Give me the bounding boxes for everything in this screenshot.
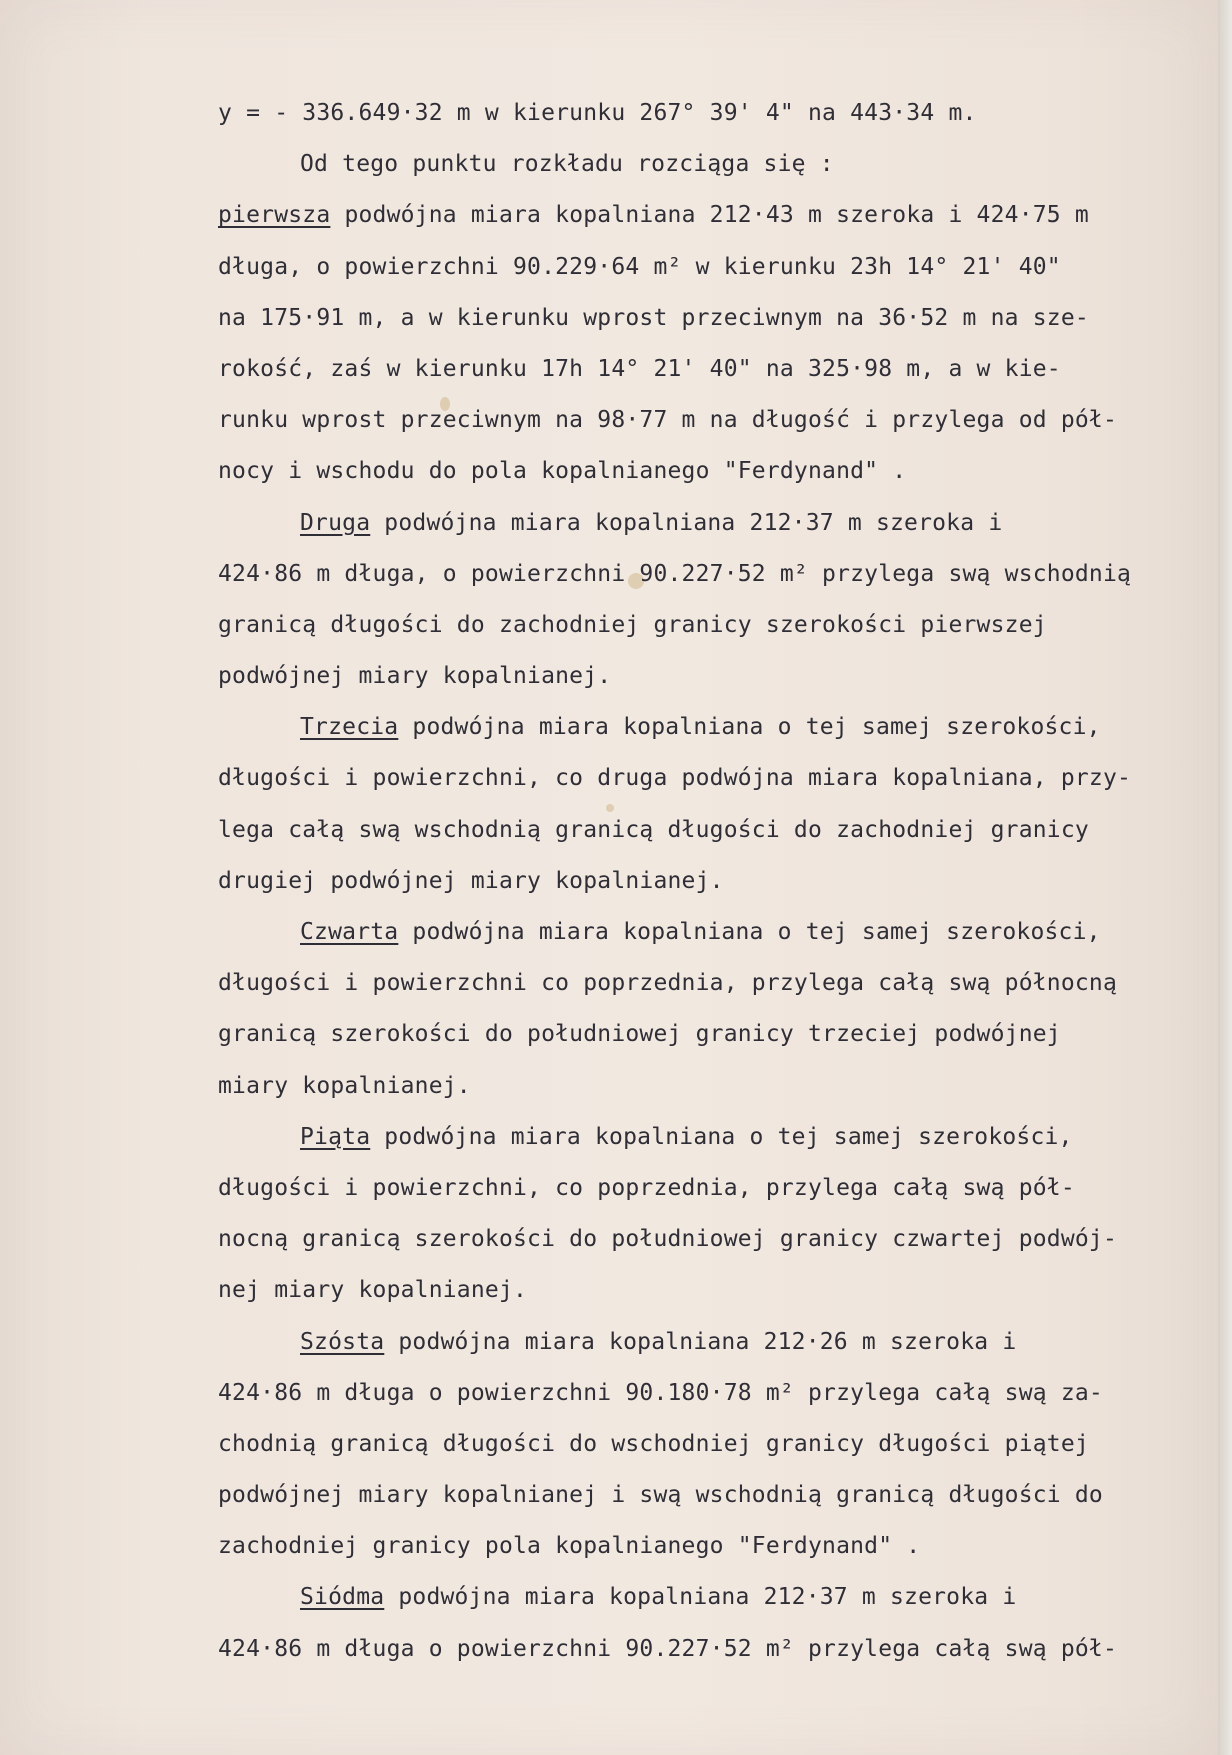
text-line-content: chodnią granicą długości do wschodniej granicy długości piątej <box>218 1430 1089 1457</box>
page-edge <box>1218 0 1232 1755</box>
text-line-content: podwójna miara kopalniana o tej samej szerokości, <box>398 714 1101 741</box>
text-line-content: długości i powierzchni, co druga podwójna miara kopalniana, przy- <box>218 765 1132 792</box>
section-heading: Siódma <box>300 1584 385 1611</box>
text-line-content: drugiej podwójnej miary kopalnianej. <box>218 867 724 894</box>
section-heading: pierwsza <box>218 202 331 229</box>
text-line-content: Od tego punktu rozkładu rozciąga się : <box>300 151 834 178</box>
section-start-line <box>218 1572 1198 1623</box>
text-line-content: podwójna miara kopalniana 212·26 m szeroka i <box>384 1328 1017 1355</box>
text-line-content: runku wprost przeciwnym na 98·77 m na długość i przylega od pół- <box>218 407 1118 434</box>
text-line <box>218 1214 1198 1265</box>
text-line <box>218 1470 1198 1521</box>
text-line <box>218 1265 1198 1316</box>
text-line <box>218 88 1198 139</box>
text-line-content: podwójna miara kopalniana 212·43 m szeroka i 424·75 m <box>330 202 1089 229</box>
document-body <box>218 88 1198 1675</box>
text-line-content: podwójna miara kopalniana 212·37 m szeroka i <box>384 1584 1017 1611</box>
text-line <box>218 1624 1198 1675</box>
text-line-content: na 175·91 m, a w kierunku wprost przeciwnym na 36·52 m na sze- <box>218 304 1089 331</box>
text-line-content: miary kopalnianej. <box>218 1072 471 1099</box>
text-line-content: y = - 336.649·32 m w kierunku 267° 39' 4" na 443·34 m. <box>218 100 977 126</box>
text-line-content: granicą długości do zachodniej granicy szerokości pierwszej <box>218 611 1047 638</box>
text-line <box>218 1521 1198 1572</box>
text-line-content: zachodniej granicy pola kopalnianego "Ferdynand" . <box>218 1533 921 1560</box>
text-line <box>218 1061 1198 1112</box>
text-line <box>218 856 1198 907</box>
text-line-content: podwójna miara kopalniana 212·37 m szeroka i <box>370 509 1003 536</box>
text-line <box>218 805 1198 856</box>
text-line-content: długa, o powierzchni 90.229·64 m² w kierunku 23h 14° 21' 40" <box>218 253 1061 280</box>
text-line-content: nej miary kopalnianej. <box>218 1277 528 1304</box>
text-line <box>218 958 1198 1009</box>
text-line-content: podwójnej miary kopalnianej. <box>218 663 612 690</box>
text-line-content: podwójna miara kopalniana o tej samej szerokości, <box>370 1123 1073 1150</box>
section-start-line <box>218 1317 1198 1368</box>
text-line-content: 424·86 m długa o powierzchni 90.227·52 m² przylega całą swą pół- <box>218 1635 1118 1662</box>
section-heading: Piąta <box>300 1123 371 1150</box>
section-start-line <box>218 1112 1198 1163</box>
section-heading: Trzecia <box>300 714 399 741</box>
text-line <box>218 1368 1198 1419</box>
section-heading: Szósta <box>300 1328 385 1355</box>
text-line <box>218 549 1198 600</box>
text-line-content: granicą szerokości do południowej granicy trzeciej podwójnej <box>218 1021 1061 1048</box>
text-line-content: nocy i wschodu do pola kopalnianego "Ferdynand" . <box>218 458 907 485</box>
text-line <box>218 344 1198 395</box>
text-line-content: długości i powierzchni, co poprzednia, przylega całą swą pół- <box>218 1174 1075 1201</box>
section-heading: Czwarta <box>300 919 399 945</box>
section-start-line <box>218 907 1198 958</box>
section-start-line <box>218 190 1198 241</box>
text-line <box>218 651 1198 702</box>
text-line-content: 424·86 m długa, o powierzchni 90.227·52 m² przylega swą wschodnią <box>218 560 1132 587</box>
text-line <box>218 242 1198 293</box>
text-line <box>218 1419 1198 1470</box>
text-line-content: lega całą swą wschodnią granicą długości do zachodniej granicy <box>218 816 1089 843</box>
text-line <box>218 395 1198 446</box>
text-line <box>218 446 1198 497</box>
text-line-content: długości i powierzchni co poprzednia, przylega całą swą północną <box>218 970 1118 997</box>
text-line <box>218 600 1198 651</box>
section-start-line <box>218 498 1198 549</box>
section-start-line <box>218 702 1198 753</box>
section-heading: Druga <box>300 509 371 536</box>
text-line <box>218 1009 1198 1060</box>
text-line-content: podwójna miara kopalniana o tej samej szerokości, <box>398 919 1101 945</box>
text-line <box>218 1163 1198 1214</box>
text-line <box>218 753 1198 804</box>
text-line-content: rokość, zaś w kierunku 17h 14° 21' 40" na 325·98 m, a w kie- <box>218 355 1061 382</box>
text-line-content: 424·86 m długa o powierzchni 90.180·78 m² przylega całą swą za- <box>218 1379 1103 1406</box>
text-line-content: nocną granicą szerokości do południowej granicy czwartej podwój- <box>218 1226 1118 1253</box>
text-line <box>218 293 1198 344</box>
text-line <box>218 139 1198 190</box>
text-line-content: podwójnej miary kopalnianej i swą wschodnią granicą długości do <box>218 1482 1103 1509</box>
